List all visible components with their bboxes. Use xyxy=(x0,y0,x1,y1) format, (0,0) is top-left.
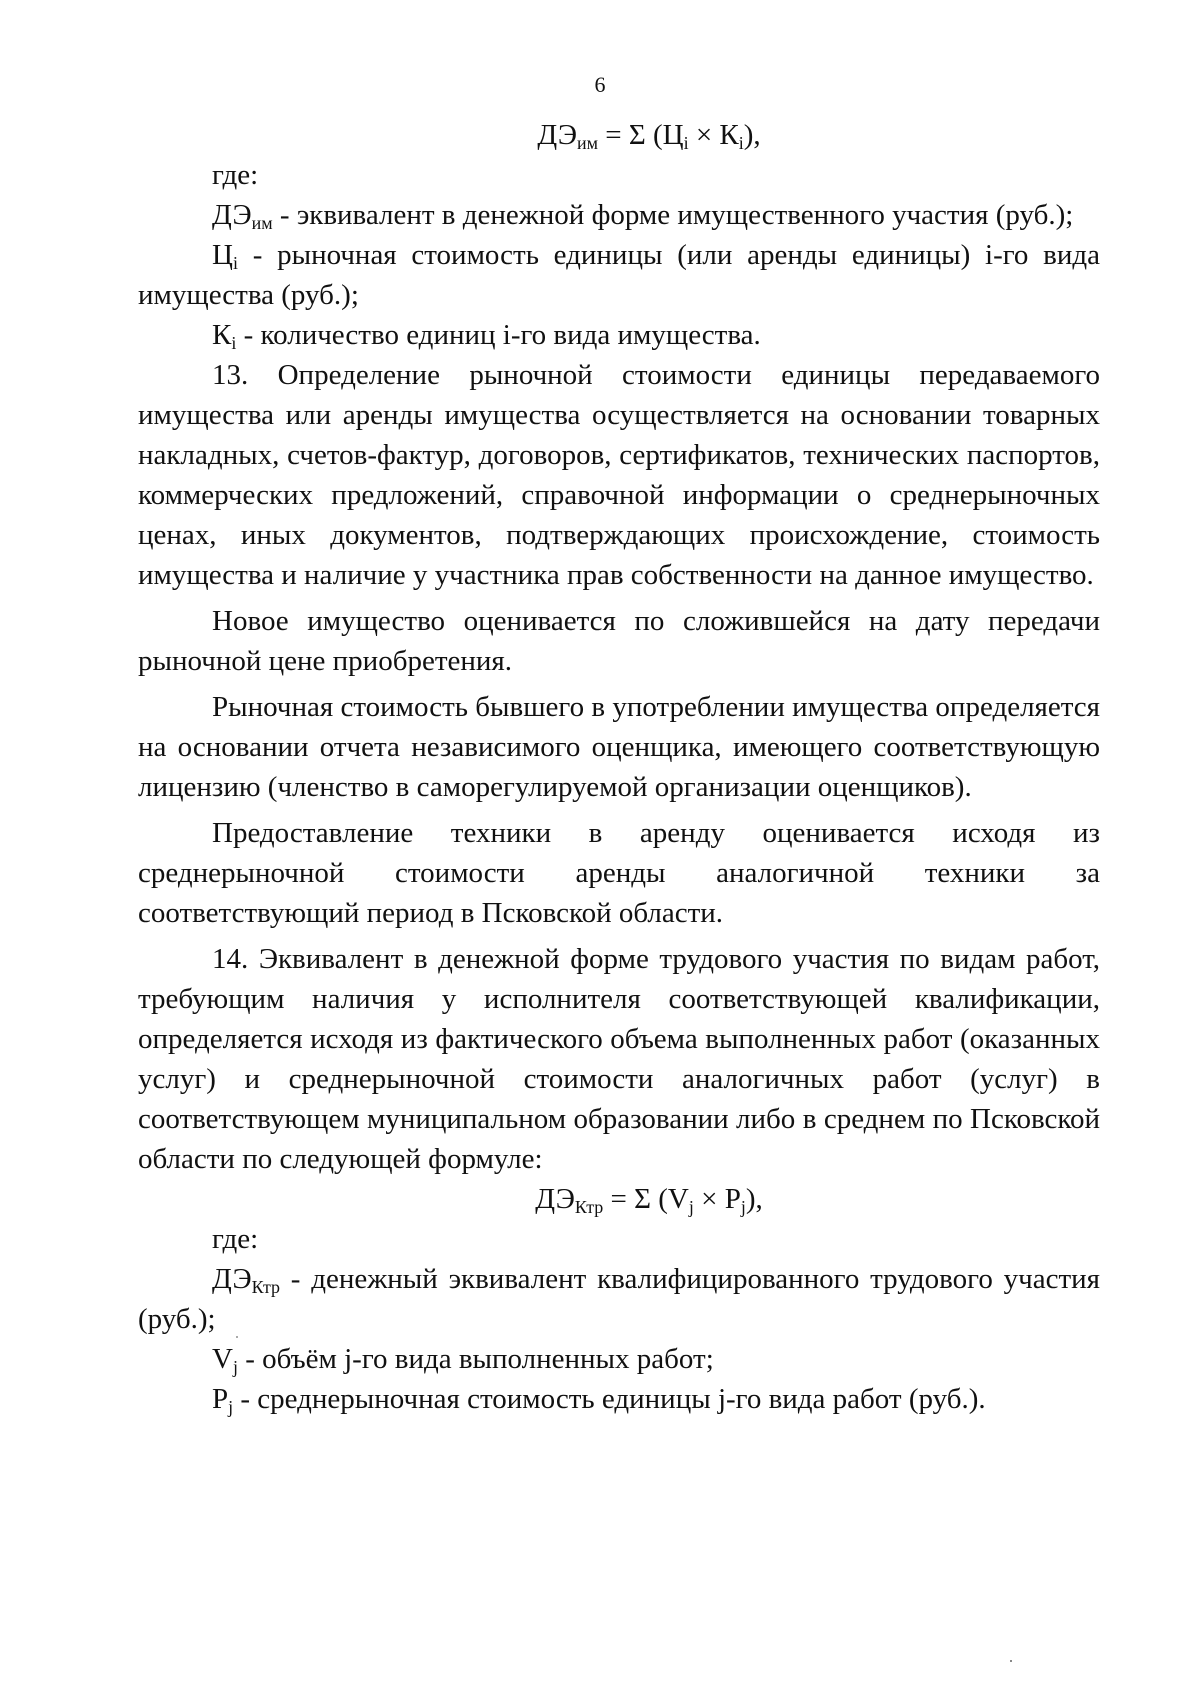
definition-text: - объём j-го вида выполненных работ; xyxy=(237,1343,714,1375)
scan-speck xyxy=(1010,1660,1012,1662)
formula-subscript: j xyxy=(688,1197,694,1218)
paragraph-13: 13. Определение рыночной стоимости единицы передаваемого имущества или аренды имущества осуществляется на основании товарных накладных, счетов-фактур, договоров, сертификатов, технических паспортов, коммерческих предложений, справочной информации о среднерыночных ценах, иных документов, подтверждающих происхождение, стоимость имущества и наличие у участника прав собственности на данное имущество. xyxy=(138,359,1100,591)
definition-symbol: К xyxy=(212,319,232,351)
formula-part: × P xyxy=(693,1183,741,1215)
definition-subscript: j xyxy=(228,1397,234,1418)
definition-text: - эквивалент в денежной форме имущественного участия (руб.); xyxy=(272,199,1074,231)
formula-subscript: Ктр xyxy=(574,1197,604,1218)
definition-k-i xyxy=(138,315,1100,355)
paragraph-market-value: Рыночная стоимость бывшего в употреблении имущества определяется на основании отчета независимого оценщика, имеющего соответствующую лицензию (членство в саморегулируемой организации оценщиков). xyxy=(138,691,1100,803)
formula-part: ), xyxy=(743,119,761,151)
definition-subscript: i xyxy=(232,253,238,274)
definition-text: - количество единиц i-го вида имущества. xyxy=(236,319,761,351)
definition-de-ktr xyxy=(138,1259,1100,1339)
formula-labor-equivalent xyxy=(138,1179,1100,1219)
definition-subscript: j xyxy=(232,1357,238,1378)
formula-part: = Σ (Ц xyxy=(597,119,684,151)
formula-part: = Σ (V xyxy=(603,1183,689,1215)
definition-c-i xyxy=(138,235,1100,315)
page-number: 6 xyxy=(594,72,606,97)
document-body xyxy=(138,115,1100,1419)
definition-p-j xyxy=(138,1379,1100,1419)
formula-subscript: им xyxy=(576,133,598,154)
formula-subscript: j xyxy=(740,1197,746,1218)
formula-subscript: i xyxy=(738,133,744,154)
definition-v-j xyxy=(138,1339,1100,1379)
definition-subscript: им xyxy=(251,213,273,234)
formula-symbol: ДЭ xyxy=(535,1183,575,1215)
definition-symbol: P xyxy=(212,1383,229,1415)
definition-symbol: ДЭ xyxy=(212,199,252,231)
formula-symbol: ДЭ xyxy=(537,119,577,151)
definition-de-im xyxy=(138,195,1100,235)
formula-part: ), xyxy=(745,1183,763,1215)
definition-symbol: V xyxy=(212,1343,233,1375)
definition-text: - рыночная стоимость единицы (или аренды единицы) i-го вида имущества (руб.); xyxy=(138,239,1100,311)
definition-text: - среднерыночная стоимость единицы j-го вида работ (руб.). xyxy=(233,1383,986,1415)
definition-symbol: Ц xyxy=(212,239,233,271)
paragraph-new-property: Новое имущество оценивается по сложившейся на дату передачи рыночной цене приобретения. xyxy=(138,605,1100,677)
where-label: где: xyxy=(212,1223,259,1255)
formula-property-equivalent xyxy=(138,115,1100,155)
definition-subscript: i xyxy=(231,333,237,354)
definition-text: - денежный эквивалент квалифицированного трудового участия (руб.); xyxy=(138,1263,1100,1335)
paragraph-14: 14. Эквивалент в денежной форме трудового участия по видам работ, требующим наличия у исполнителя соответствующей квалификации, определяется исходя из фактического объема выполненных работ (оказанных услуг) и среднерыночной стоимости аналогичных работ (услуг) в соответствующем муниципальном образовании либо в среднем по Псковской области по следующей формуле: xyxy=(138,943,1100,1175)
formula-part: × К xyxy=(688,119,739,151)
paragraph-equipment-rent: Предоставление техники в аренду оценивается исходя из среднерыночной стоимости аренды аналогичной техники за соответствующий период в Псковской области. xyxy=(138,817,1100,929)
formula-subscript: i xyxy=(683,133,689,154)
where-label: где: xyxy=(212,159,259,191)
scan-speck xyxy=(236,1336,238,1338)
definition-subscript: Ктр xyxy=(251,1277,281,1298)
definition-symbol: ДЭ xyxy=(212,1263,252,1295)
